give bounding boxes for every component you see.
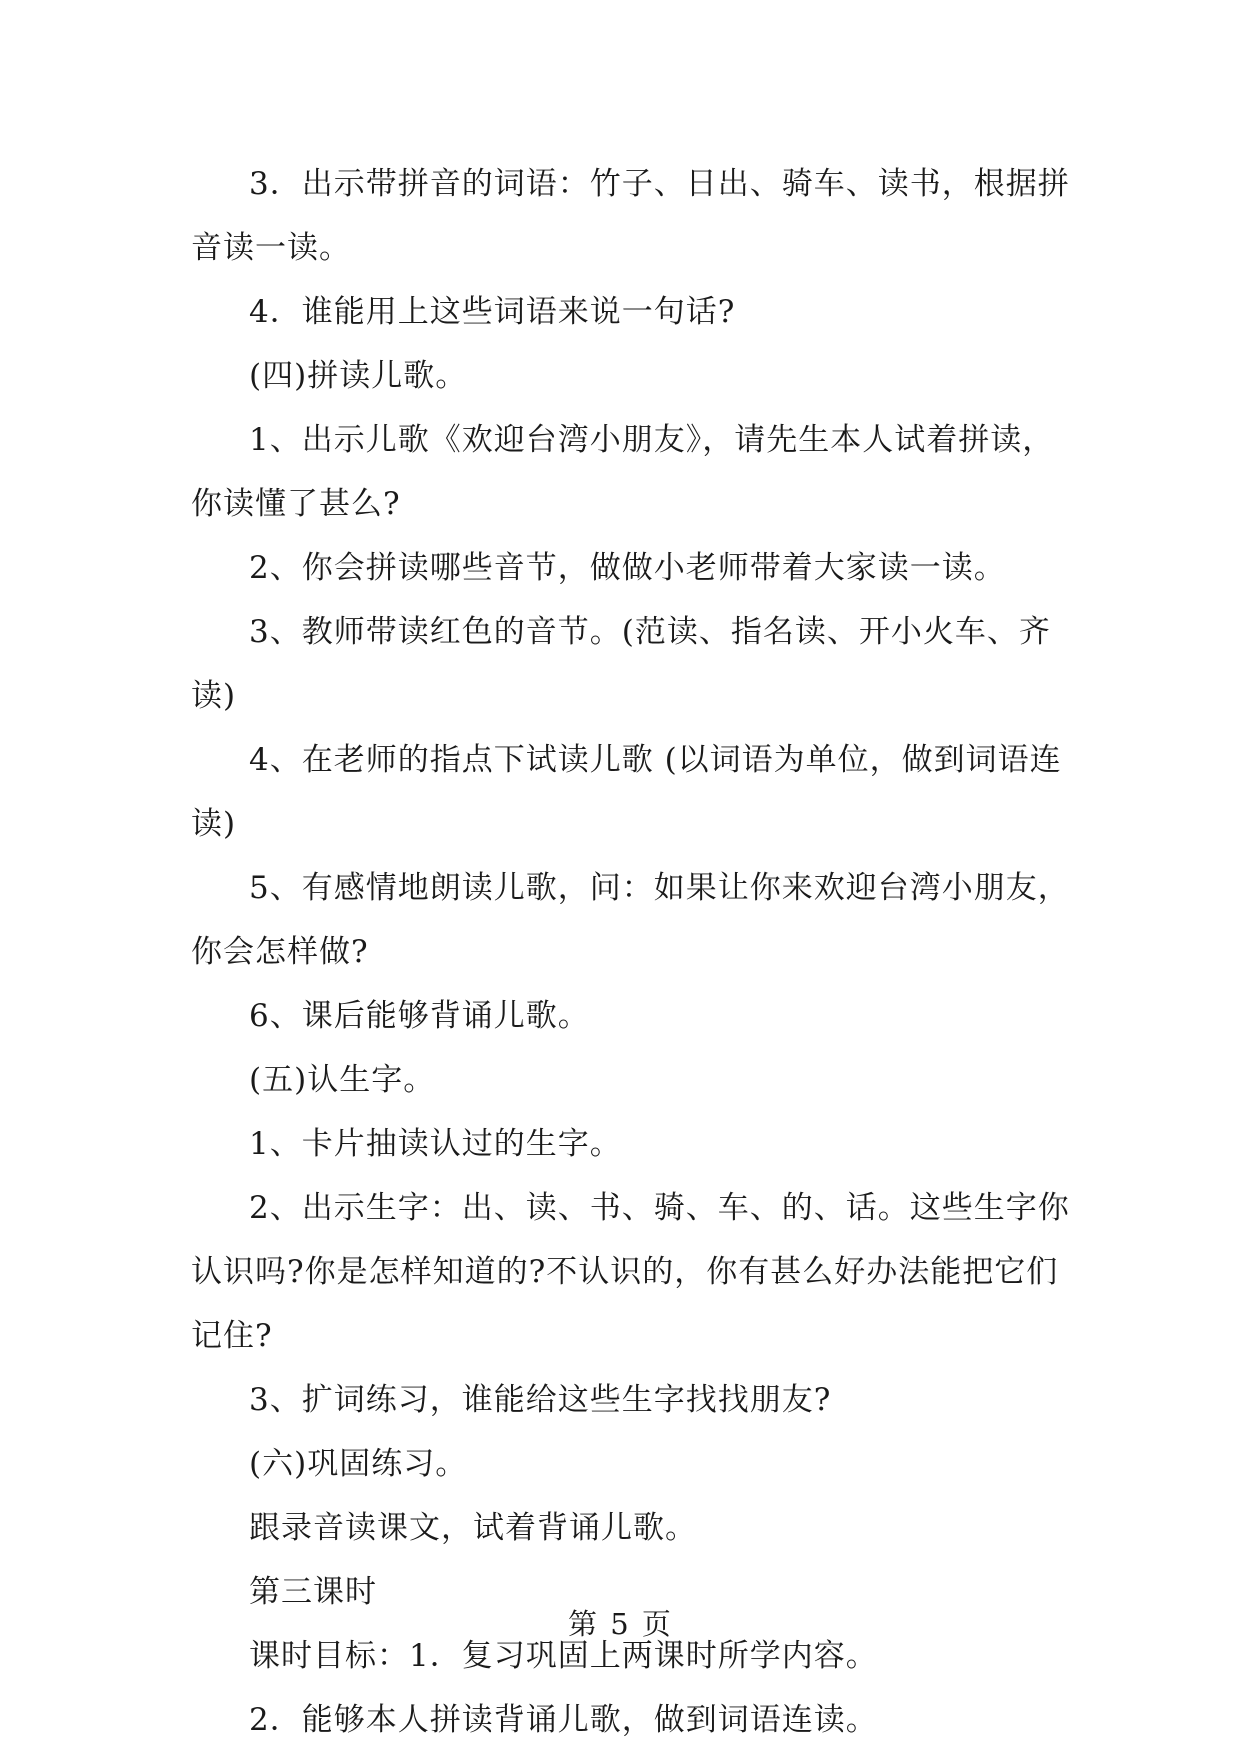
- paragraph: 5、有感情地朗读儿歌，问：如果让你来欢迎台湾小朋友，你会怎样做?: [191, 870, 1070, 970]
- section-heading: (五)认生字。: [249, 1062, 436, 1098]
- paragraph: 2、出示生字：出、读、书、骑、车、的、话。这些生字你认识吗?你是怎样知道的?不认识的，你有甚么好办法能把它们记住?: [191, 1190, 1070, 1354]
- section-heading: (四)拼读儿歌。: [249, 358, 468, 394]
- paragraph: 1、出示儿歌《欢迎台湾小朋友》，请先生本人试着拼读，你读懂了甚么?: [191, 422, 1055, 522]
- paragraph: 4、在老师的指点下试读儿歌 (以词语为单位，做到词语连读): [191, 742, 1062, 842]
- paragraph: 跟录音读课文，试着背诵儿歌。: [249, 1510, 697, 1546]
- page-number: 第 5 页: [568, 1607, 673, 1641]
- paragraph: 4．谁能用上这些词语来说一句话?: [249, 294, 736, 330]
- paragraph: 2．能够本人拼读背诵儿歌，做到词语连读。: [249, 1702, 878, 1738]
- paragraph: 2、你会拼读哪些音节，做做小老师带着大家读一读。: [249, 550, 1006, 586]
- paragraph: 6、课后能够背诵儿歌。: [249, 998, 590, 1034]
- section-heading: (六)巩固练习。: [249, 1446, 468, 1482]
- paragraph: 课时目标：1．复习巩固上两课时所学内容。: [249, 1638, 878, 1674]
- document-body: [191, 152, 1071, 1752]
- paragraph: 1、卡片抽读认过的生字。: [249, 1126, 622, 1162]
- lesson-heading: 第三课时: [249, 1574, 377, 1610]
- paragraph: 3、教师带读红色的音节。(范读、指名读、开小火车、齐读): [191, 614, 1051, 714]
- paragraph: 3、扩词练习，谁能给这些生字找找朋友?: [249, 1382, 832, 1418]
- paragraph: 3．出示带拼音的词语：竹子、日出、骑车、读书，根据拼音读一读。: [191, 166, 1070, 266]
